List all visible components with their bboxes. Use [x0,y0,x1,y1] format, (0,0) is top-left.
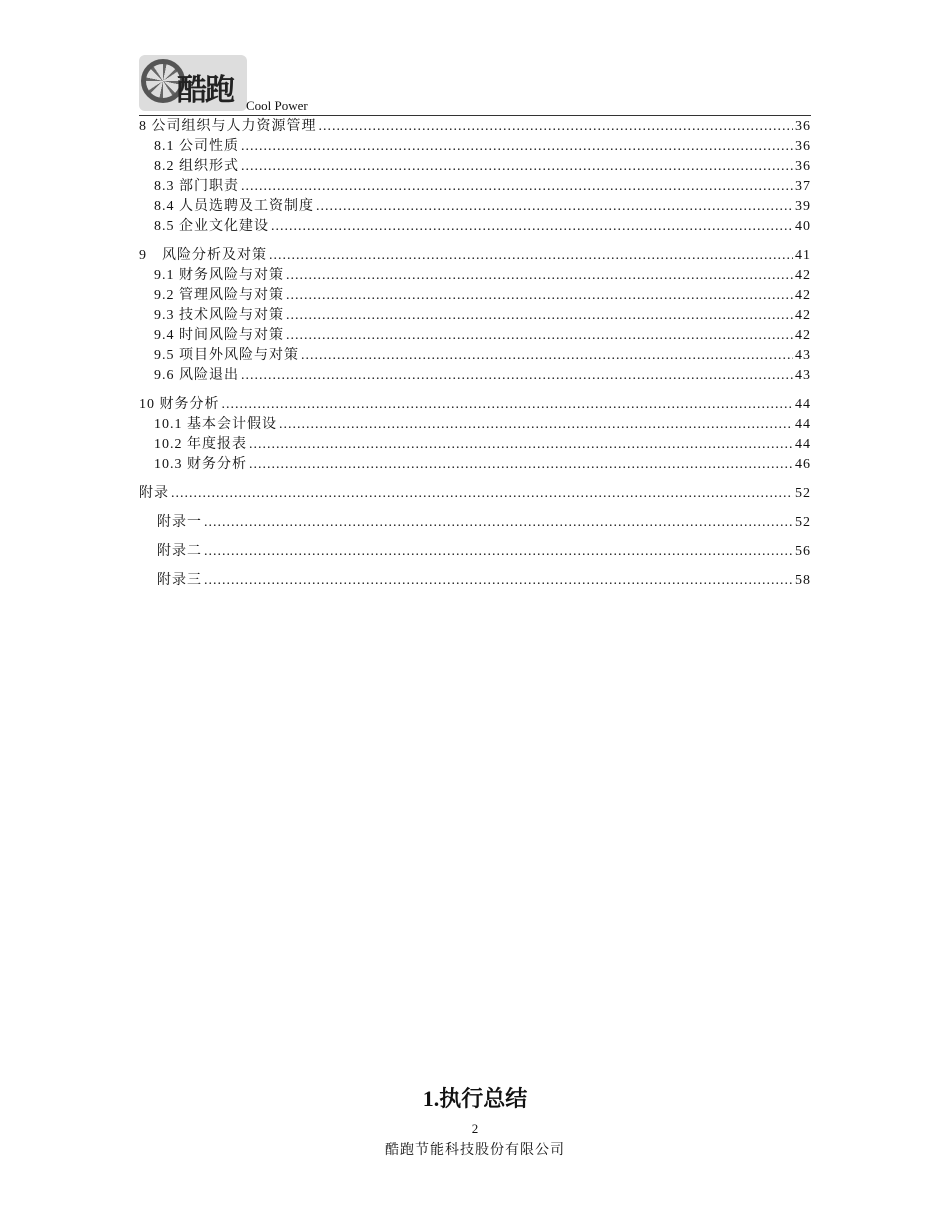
dot-leader [269,247,793,265]
footer-company: 酷跑节能科技股份有限公司 [385,1143,565,1158]
toc-page: 56 [795,544,811,559]
dot-leader [204,514,793,532]
brand-name: Cool Power [246,98,308,113]
toc-page: 36 [795,139,811,154]
toc-entry[interactable] [139,287,811,305]
toc-page: 42 [795,328,811,343]
dot-leader [286,307,793,325]
toc-page: 36 [795,159,811,174]
toc-page: 44 [795,437,811,452]
dot-leader [286,267,793,285]
toc-entry[interactable] [139,218,811,236]
toc-label: 8.3 部门职责 [154,179,239,194]
dot-leader [286,327,793,345]
toc-label: 8.1 公司性质 [154,139,239,154]
dot-leader [222,396,794,414]
dot-leader [249,436,793,454]
dot-leader [249,456,793,474]
toc-page: 42 [795,268,811,283]
toc-entry[interactable] [139,198,811,216]
toc-entry[interactable] [139,118,811,136]
dot-leader [204,572,793,590]
dot-leader [241,158,793,176]
toc-label: 9.2 管理风险与对策 [154,288,284,303]
toc-label: 附录三 [157,573,202,588]
toc-entry[interactable] [139,138,811,156]
toc-label: 9.3 技术风险与对策 [154,308,284,323]
toc-page: 44 [795,417,811,432]
page-number: 2 [471,1121,479,1136]
toc-entry[interactable] [139,347,811,365]
toc-label: 10.2 年度报表 [154,437,247,452]
dot-leader [279,416,793,434]
dot-leader [316,198,793,216]
toc-entry[interactable] [139,367,811,385]
toc-entry[interactable] [139,158,811,176]
toc-entry[interactable] [139,436,811,454]
toc-page: 37 [795,179,811,194]
toc-page: 43 [795,368,811,383]
dot-leader [301,347,793,365]
toc-page: 44 [795,397,811,412]
toc-page: 40 [795,219,811,234]
header-rule [139,115,811,116]
toc-page: 52 [795,515,811,530]
toc-label: 8.5 企业文化建设 [154,219,269,234]
dot-leader [241,178,793,196]
toc-entry[interactable] [139,456,811,474]
toc-label: 9 风险分析及对策 [139,248,267,263]
dot-leader [171,485,793,503]
toc-label: 10.1 基本会计假设 [154,417,277,432]
dot-leader [204,543,793,561]
toc-label: 8 公司组织与人力资源管理 [139,119,317,134]
toc-label: 9.4 时间风险与对策 [154,328,284,343]
toc-entry[interactable] [139,485,811,503]
toc-entry[interactable] [139,247,811,265]
logo-text: 酷跑 [177,73,233,108]
toc-label: 10 财务分析 [139,397,220,412]
toc-entry[interactable] [139,178,811,196]
toc-entry[interactable] [139,327,811,345]
dot-leader [241,138,793,156]
toc-page: 42 [795,288,811,303]
toc-page: 58 [795,573,811,588]
dot-leader [241,367,793,385]
toc-label: 9.6 风险退出 [154,368,239,383]
toc-entry[interactable] [139,514,811,532]
section-title: 1.执行总结 [422,1086,528,1111]
toc-label: 8.4 人员选聘及工资制度 [154,199,314,214]
company-logo [139,55,247,111]
dot-leader [286,287,793,305]
toc-label: 附录二 [157,544,202,559]
toc-page: 52 [795,486,811,501]
toc-entry[interactable] [139,416,811,434]
toc-label: 8.2 组织形式 [154,159,239,174]
toc-page: 39 [795,199,811,214]
toc-entry[interactable] [139,543,811,561]
toc-entry[interactable] [139,396,811,414]
toc-label: 10.3 财务分析 [154,457,247,472]
toc-page: 43 [795,348,811,363]
toc-label: 9.1 财务风险与对策 [154,268,284,283]
toc-page: 41 [795,248,811,263]
toc-page: 42 [795,308,811,323]
toc-entry[interactable] [139,572,811,590]
toc-entry[interactable] [139,307,811,325]
dot-leader [319,118,794,136]
toc-entry[interactable] [139,267,811,285]
toc-page: 46 [795,457,811,472]
dot-leader [271,218,793,236]
toc-label: 附录一 [157,515,202,530]
toc-page: 36 [795,119,811,134]
toc-label: 附录 [139,486,169,501]
toc-label: 9.5 项目外风险与对策 [154,348,299,363]
